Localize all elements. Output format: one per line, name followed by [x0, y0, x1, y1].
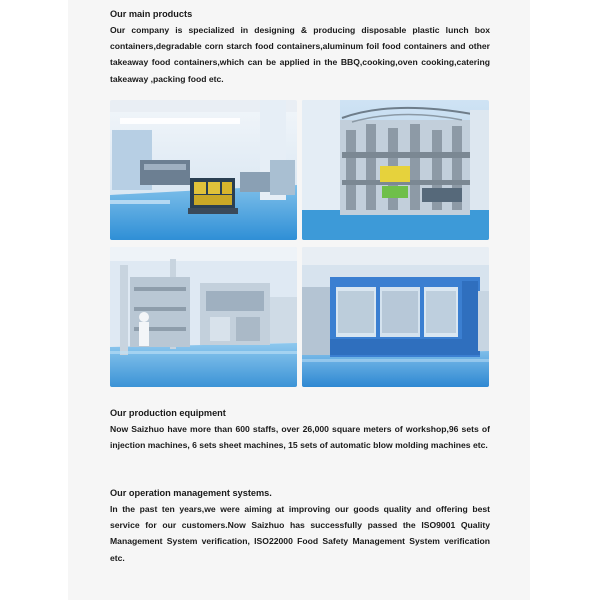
- operation-management-heading: Our operation management systems.: [110, 488, 272, 498]
- thermoforming-machine-photo: [302, 247, 489, 387]
- production-equipment-section: [110, 405, 490, 453]
- packing-machine-photo: [302, 100, 489, 240]
- operation-management-text: In the past ten years,we were aiming at improving our goods quality and offering best service for our customers.Now Saizhuo has successfully passed the ISO9001 Quality Management System verification, ISO22000 Food Safety Management System verification etc.: [110, 504, 490, 563]
- production-equipment-text: Now Saizhuo have more than 600 staffs, over 26,000 square meters of workshop,96 sets of injection machines, 6 sets sheet machines, 15 sets of automatic blow molding machines etc.: [110, 424, 490, 451]
- operation-management-section: [110, 485, 490, 566]
- main-products-heading: Our main products: [110, 9, 193, 19]
- main-products-text: Our company is specialized in designing & producing disposable plastic lunch box containers,degradable corn starch food containers,aluminum foil food containers and other takeaway food containers,which can be applied in the BBQ,cooking,oven cooking,catering takeaway ,packing food etc.: [110, 25, 490, 84]
- workshop-photo: [110, 247, 297, 387]
- production-equipment-heading: Our production equipment: [110, 408, 226, 418]
- factory-floor-photo: [110, 100, 297, 240]
- document-page: [68, 0, 530, 600]
- main-products-section: [110, 6, 490, 87]
- factory-photo-grid: [110, 100, 489, 387]
